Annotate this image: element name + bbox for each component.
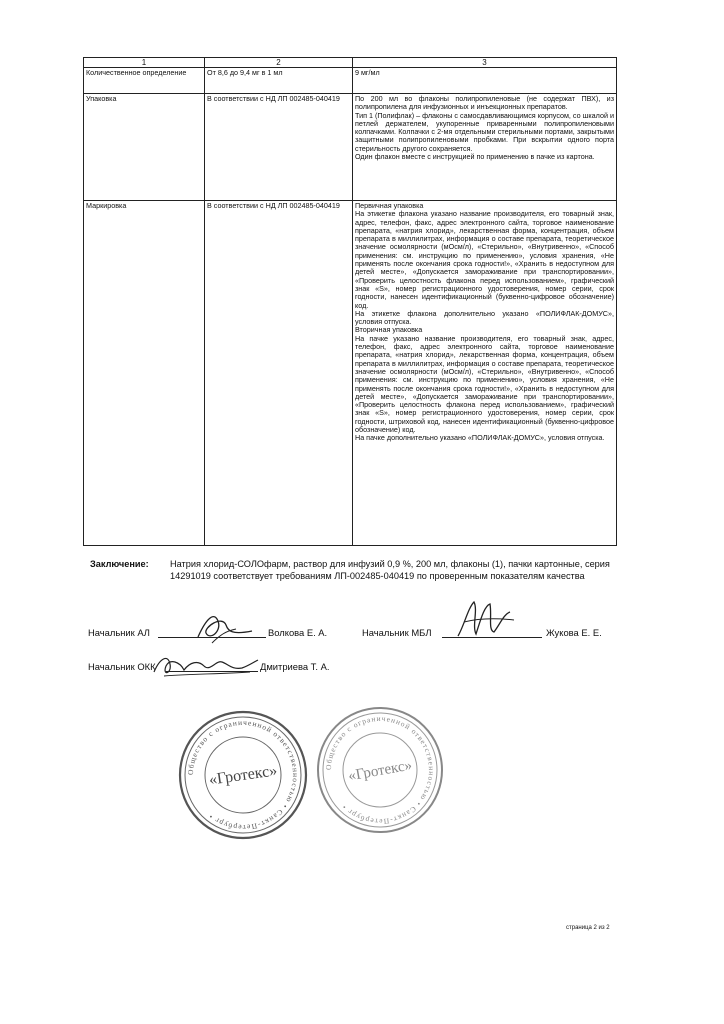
cell-paragraph: По 200 мл во флаконы полипропиленовые (не содержат ПВХ), из полипропилена для инфузионных и инъекционных препаратов. [355,94,614,112]
cell-paragraph: На этикетке флакона указано название производителя, его товарный знак, адрес, телефон, факс, адрес электронного сайта, торговое наименование препарата, «натрия хлорид», лекарственная форма, концентрация, объем препарата в миллилитрах, информация о составе препарата, теоретическое значение осмолярности (мОсм/л), «Стерильно», «Внутривенно», «Способ применения: см. инструкцию по применению», условия хранения, «Не применять после окончания срока годности!», «Хранить в недоступном для детей месте», «Допускается замораживание при транспортировании», «Проверить целостность флакона перед использованием», графический знак «S», номер регистрационного удостоверения, номер серии, срок годности, нанесен идентификационный (буквенно-цифровое обозначение) код. [355,209,614,310]
signature-title: Начальник ОКК [88,661,156,672]
handwritten-signature-okk [150,648,260,682]
signature-title: Начальник АЛ [88,627,150,638]
company-stamp-right [314,704,446,836]
handwritten-signature-mbl [450,596,520,644]
row-marking-requirement: В соответствии с НД ЛП 002485-040419 [205,201,353,546]
table-header-row [84,58,617,68]
handwritten-signature-al [192,605,262,645]
cell-subheading: Первичная упаковка [355,201,424,210]
svg-text:Общество с ограниченной ответс: Общество с ограниченной ответственностью • Санкт-Петербург • [323,713,437,827]
signature-name: Волкова Е. А. [268,627,328,638]
conclusion-text: Натрия хлорид-СОЛОфарм, раствор для инфузий 0,9 %, 200 мл, флаконы (1), пачки картонные, серия 14291019 соответствует требованиям ЛП-002485-040419 по проверенным показателям качества [170,559,610,581]
cell-paragraph: Тип 1 (Полифлак) – флаконы с самосдавливающимся корпусом, со шкалой и петлей держателем, укупоренные приваренными полипропиленовыми колпачками. Колпачки с 2-мя отдельными стерильными портами, закрытыми защитными полипропиленовыми пробками. При вскрытии одного порта стерильность другого сохраняется. [355,110,614,153]
signature-title: Начальник МБЛ [362,627,432,638]
table-row [84,68,617,94]
signature-name: Жукова Е. Е. [546,627,602,638]
cell-text: 9 мг/мл [355,68,380,77]
cell-paragraph: На этикетке флакона дополнительно указано «ПОЛИФЛАК-ДОМУС», условия отпуска. [355,308,614,327]
row-assay-requirement: От 8,6 до 9,4 мг в 1 мл [205,68,353,94]
row-packaging-requirement: В соответствии с НД ЛП 002485-040419 [205,94,353,201]
row-marking-name: Маркировка [84,201,205,546]
cell-paragraph: На пачке указано название производителя, его товарный знак, адрес, телефон, факс, адрес электронного сайта, торговое наименование препарата, «натрия хлорид», лекарственная форма, концентрация, объем препарата в миллилитрах, информация о составе препарата, теоретическое значение осмолярности (мОсм/л), «Стерильно», «Внутривенно», «Способ применения: см. инструкцию по применению», условия хранения, «Не применять после окончания срока годности!», «Хранить в недоступном для детей месте», «Допускается замораживание при транспортировании», «Проверить целостность флакона перед использованием», графический знак «S», номер регистрационного удостоверения, номер серии, срок годности, штриховой код, нанесен идентификационный (буквенно-цифровое обозначение) код. [355,333,614,435]
svg-text:«Гротекс»: «Гротекс» [207,762,279,789]
table-row [84,201,617,546]
table-row [84,94,617,201]
cell-paragraph: На пачке дополнительно указано «ПОЛИФЛАК-ДОМУС», условия отпуска. [355,433,605,443]
row-packaging-name: Упаковка [84,94,205,201]
company-stamp-left [176,708,310,842]
row-assay-result [353,68,617,94]
page-number: страница 2 из 2 [566,925,610,931]
spec-table [83,57,617,546]
row-assay-name: Количественное определение [84,68,205,94]
column-header-3: 3 [353,58,617,68]
conclusion-label: Заключение: [90,559,149,569]
svg-text:Общество с ограниченной ответс: Общество с ограниченной ответственностью • Санкт-Петербург • [185,717,301,833]
signature-name: Дмитриева Т. А. [260,661,330,672]
svg-text:«Гротекс»: «Гротекс» [347,757,414,785]
column-header-2: 2 [205,58,353,68]
cell-subheading: Вторичная упаковка [355,325,423,335]
row-marking-result [353,201,617,546]
row-packaging-result [353,94,617,201]
cell-paragraph: Один флакон вместе с инструкцией по применению в пачке из картона. [355,152,595,162]
column-header-1: 1 [84,58,205,68]
